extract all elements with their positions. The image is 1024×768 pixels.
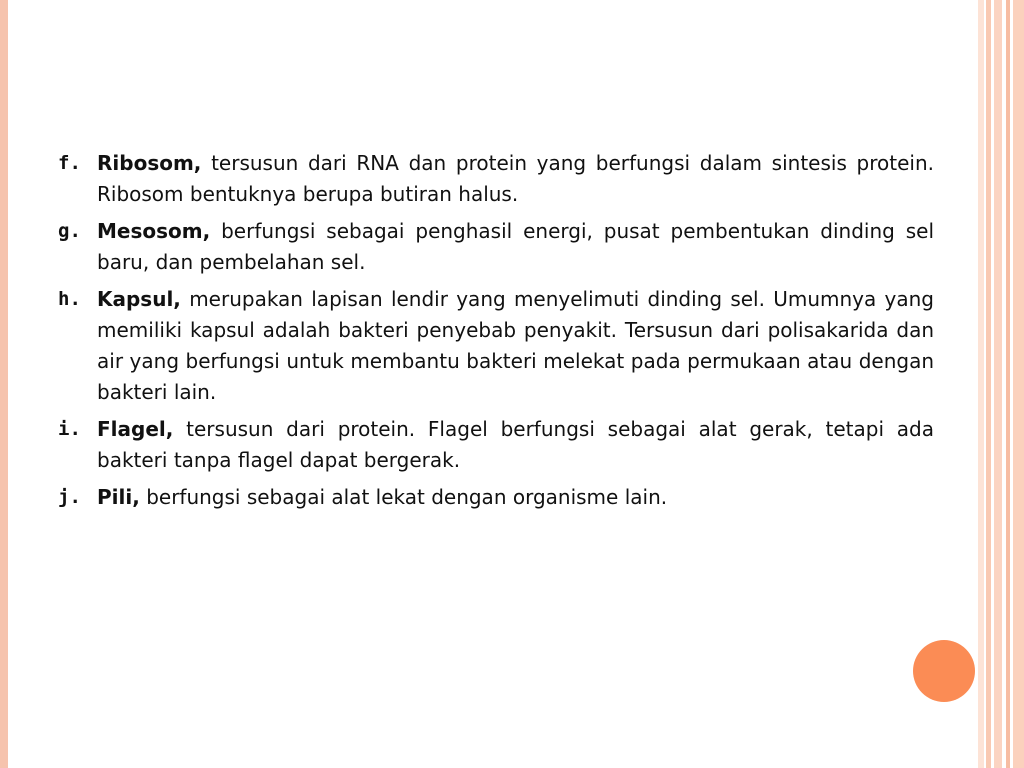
list-item-text bbox=[97, 284, 934, 408]
term-description: berfungsi sebagai alat lekat dengan organisme lain. bbox=[146, 485, 668, 509]
list-item-ribosom bbox=[58, 148, 934, 210]
list-marker: i. bbox=[58, 418, 81, 440]
term-label: Mesosom, bbox=[97, 219, 211, 243]
list-item-text bbox=[97, 148, 934, 210]
list-marker: g. bbox=[58, 220, 81, 242]
term-description: tersusun dari protein. Flagel berfungsi sebagai alat gerak, tetapi ada bakteri tanpa flagel dapat bergerak. bbox=[97, 417, 935, 472]
list-item-text bbox=[97, 482, 934, 513]
term-description: merupakan lapisan lendir yang menyelimuti dinding sel. Umumnya yang memiliki kapsul adalah bakteri penyebab penyakit. Tersusun dari polisakarida dan air yang berfungsi untuk membantu bakteri melekat pada permukaan atau dengan bakteri lain. bbox=[97, 287, 935, 404]
bullet-list bbox=[58, 148, 934, 519]
list-item-text bbox=[97, 414, 934, 476]
list-marker: f. bbox=[58, 152, 81, 174]
list-item-text bbox=[97, 216, 934, 278]
term-description: tersusun dari RNA dan protein yang berfungsi dalam sintesis protein. Ribosom bentuknya berupa butiran halus. bbox=[97, 151, 934, 206]
list-item-mesosom bbox=[58, 216, 934, 278]
orange-circle-decoration bbox=[913, 640, 975, 702]
right-stripes-decoration bbox=[978, 0, 1024, 768]
term-label: Ribosom, bbox=[97, 151, 202, 175]
term-label: Kapsul, bbox=[97, 287, 181, 311]
term-description: berfungsi sebagai penghasil energi, pusat pembentukan dinding sel baru, dan pembelahan sel. bbox=[97, 219, 935, 274]
list-marker: h. bbox=[58, 288, 81, 310]
list-item-pili bbox=[58, 482, 934, 513]
list-item-kapsul bbox=[58, 284, 934, 408]
list-marker: j. bbox=[58, 486, 81, 508]
left-border-decoration bbox=[0, 0, 8, 768]
term-label: Flagel, bbox=[97, 417, 174, 441]
term-label: Pili, bbox=[97, 485, 140, 509]
list-item-flagel bbox=[58, 414, 934, 476]
